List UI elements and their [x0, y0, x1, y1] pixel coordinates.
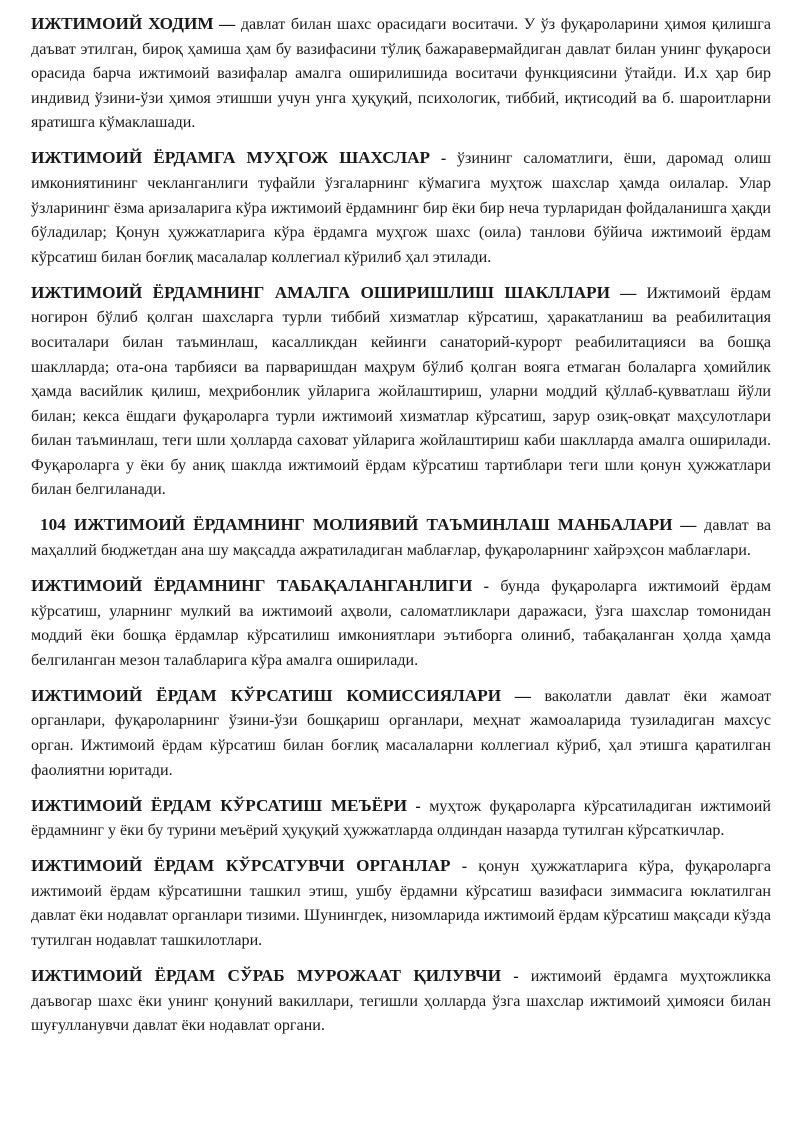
entry-amalga-oshirilish-shakllari: [31, 281, 771, 503]
entry-separator: —: [610, 284, 647, 302]
entry-separator: -: [407, 797, 430, 815]
glossary-page: [31, 12, 771, 1049]
entry-definition: ваколатли давлат ёки жамоат органлари, фуқароларнинг ўзини-ўзи бошқариш органлари, меҳнат жамоаларида тузиладиган махсус орган. Ижтимоий ёрдам кўрсатиш билан боғлиқ масалаларни коллегиал кўриб, ҳал этишга қаратилган фаолиятни юритади.: [31, 687, 772, 779]
entry-definition: Ижтимоий ёрдам ногирон бўлиб қолган шахсларга турли тиббий хизматлар кўрсатиш, ҳаракатланиш ва реабилитация воситалари билан таъминлаш, касалликдан кейинги санаторий-курорт реабилитацияси ва бошқа шаклларда; ота-она тарбияси ва парваришдан маҳрум бўлиб қолган вояга етмаган болаларга ҳомийлик ҳамда васийлик қилиш, меҳрибонлик уйларига жойлаштириш, уларни моддий қўллаб-қувватлаш йўли билан; кекса ёшдаги фуқароларга турли ижтимоий хизматлар кўрсатиш, зарур озиқ-овқат маҳсулотлари билан таъминлаш, теги шли ҳолларда саховат уйларига жойлаштириш каби шаклларда амалга оширилади. Фуқароларга у ёки бу аниқ шаклда ижтимоий ёрдам кўрсатиш тартиблари теги шли қонун ҳужжатлари билан белгиланади.: [31, 284, 771, 499]
entry-separator: -: [472, 578, 501, 596]
entry-moliyaviy-taminlash-manbalari: [31, 513, 771, 563]
entry-term: ИЖТИМОИЙ ЁРДАМ КЎРСАТИШ КОМИССИЯЛАРИ: [31, 685, 502, 705]
entry-ijtimoiy-xodim: [31, 12, 771, 136]
entry-separator: —: [501, 687, 545, 705]
entry-term: ИЖТИМОИЙ ЁРДАМ КЎРСАТУВЧИ ОРГАНЛАР: [31, 856, 451, 876]
entry-separator: —: [672, 517, 705, 535]
entry-separator: -: [501, 967, 531, 985]
entry-korsatish-meyori: [31, 794, 771, 844]
entry-definition: ўзининг саломатлиги, ёши, даромад олиш имкониятининг чекланганлиги туфайли ўзгаларнинг кўмагига муҳтож шахслар ҳамда оилалар. Улар ўзларининг ёзма аризаларига кўра ижтимоий ёрдамнинг бир ёки бир неча турларидан фойдаланишга ҳақди бўладилар; Қонун ҳужжатларига кўра ёрдамга муҳгож шахс (оила) танлови бўйича ижтимоий ёрдам кўрсатиш билан боғлиқ масалалар коллегиал кўрилиб ҳал этилади.: [31, 150, 772, 266]
entry-term: ИЖТИМОИЙ ЁРДАМ СЎРАБ МУРОЖААТ ҚИЛУВЧИ: [31, 965, 502, 985]
entry-korsatuvchi-organlar: [31, 854, 771, 953]
entry-definition: давлат билан шахс орасидаги воситачи. У ўз фуқароларини ҳимоя қилишга даъват этилган, бироқ ҳамиша ҳам бу вазифасини тўлиқ бажаравермайдиган давлат билан унинг фуқароси орасида барча ижтимоий вазифалар амалга оширилишида воситачи функциясини ўтайди. И.х ҳар бир индивид ўзини-ўзи ҳимоя этишши учун унга ҳуқуқий, психологик, тиббий, иқтисодий ва б. шароитларни яратишга кўмаклашади.: [31, 16, 772, 132]
entry-term: ИЖТИМОИЙ ЁРДАМГА МУҲГОЖ ШАХСЛАР: [31, 148, 430, 168]
entry-term: ИЖТИМОИЙ ЁРДАМНИНГ ТАБАҚАЛАНГАНЛИГИ: [31, 576, 473, 596]
entry-separator: -: [430, 150, 457, 168]
entry-tabaqalanganligi: [31, 574, 771, 673]
entry-definition: муҳтож фуқароларга кўрсатиладиган ижтимоий ёрдамнинг у ёки бу турини меъёрий ҳуқуқий ҳужжатларда олдиндан назарда тутилган кўрсаткичлар.: [31, 797, 772, 840]
entry-definition: давлат ва маҳаллий бюджетдан ана шу мақсадда ажратиладиган маблағлар, фуқароларнинг хайрэҳсон маблағлари.: [31, 517, 772, 560]
entry-term: ИЖТИМОИЙ ЁРДАМНИНГ АМАЛГА ОШИРИШЛИШ ШАКЛЛАРИ: [31, 282, 611, 302]
entry-separator: -: [450, 858, 479, 876]
entry-term: ИЖТИМОИЙ ЁРДАМ КЎРСАТИШ МЕЪЁРИ: [31, 795, 408, 815]
entry-term: 104 ИЖТИМОИЙ ЁРДАМНИНГ МОЛИЯВИЙ ТАЪМИНЛАШ МАНБАЛАРИ: [40, 515, 673, 535]
entry-definition: қонун ҳужжатларига кўра, фуқароларга ижтимоий ёрдам кўрсатишни ташкил этиш, ушбу ёрдамни кўрсатиш вазифаси зиммасига юклатилган давлат ёки нодавлат органлари тизими. Шунингдек, низомларида ижтимоий ёрдам кўрсатиш мақсади кўзда тутилган нодавлат ташкилотлари.: [31, 858, 772, 949]
entry-korsatish-komissiyalari: [31, 684, 771, 783]
entry-definition: бунда фуқароларга ижтимоий ёрдам кўрсатиш, уларнинг мулкий ва ижтимоий аҳволи, саломатликлари даражаси, ўзга шахслар томонидан моддий ёки бошқа ёрдамлар кўрсатилиш имкониятлари эътиборга олиниб, табақаланган ҳолда ҳамда белгиланган мезон талабларига кўра амалга оширилади.: [31, 578, 771, 669]
entry-separator: —: [213, 16, 241, 33]
entry-murojaat-qiluvchi: [31, 964, 771, 1039]
entry-term: ИЖТИМОИЙ ХОДИМ: [31, 14, 214, 33]
entry-definition: ижтимоий ёрдамга муҳтожликка даъвогар шахс ёки унинг қонуний вакиллари, тегишли ҳолларда ўзга шахслар ижтимоий ҳимояси билан шуғулланувчи давлат ёки нодавлат органи.: [31, 967, 772, 1035]
entry-yordamga-muhtoj-shaxslar: [31, 146, 771, 270]
